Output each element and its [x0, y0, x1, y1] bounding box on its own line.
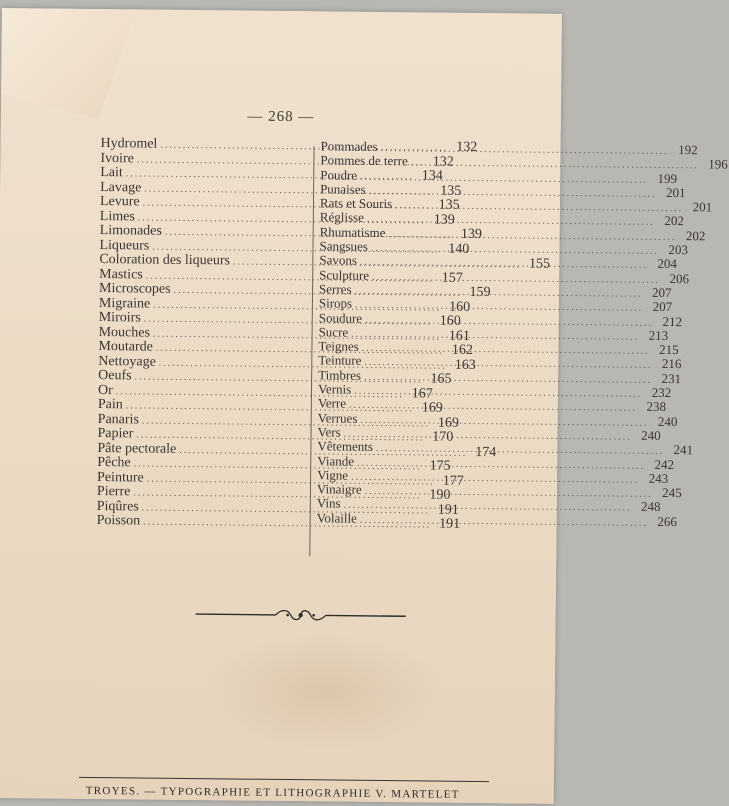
index-page-number: 243 — [648, 470, 669, 486]
index-term: Sculpture — [319, 267, 370, 283]
index-term: Hydromel — [100, 136, 158, 152]
index-page-number: 204 — [657, 256, 677, 272]
index-page-number: 190 — [429, 487, 451, 503]
index-page-number: 165 — [430, 371, 452, 387]
folded-corner — [1, 8, 137, 119]
printer-imprint: TROYES. — TYPOGRAPHIE ET LITHOGRAPHIE V. MARTELET — [85, 784, 460, 801]
index-page-number: 240 — [657, 413, 678, 429]
index-term: Pain — [97, 397, 123, 413]
index-page-number: 196 — [708, 156, 728, 172]
index-page-number: 216 — [661, 356, 682, 372]
book-page — [0, 8, 728, 804]
index-term: Nettoyage — [98, 353, 156, 370]
index-page-number: 207 — [651, 284, 672, 300]
index-page-number: 206 — [669, 270, 690, 286]
index-page-number: 202 — [664, 213, 684, 229]
index-page-number: 163 — [454, 357, 476, 373]
index-term: Oeufs — [98, 368, 132, 384]
index-page-number: 140 — [448, 241, 470, 257]
index-term: Vêtements — [317, 438, 374, 455]
index-page-number: 132 — [432, 154, 454, 170]
index-term: Teinture — [318, 352, 362, 369]
index-term: Lait — [100, 165, 123, 181]
index-page-number: 157 — [441, 270, 463, 286]
index-page-number: 161 — [448, 328, 470, 344]
index-page-number: 199 — [657, 170, 678, 186]
index-page-number: 160 — [439, 313, 461, 329]
index-page-number: 245 — [662, 485, 682, 501]
index-term: Punaises — [320, 181, 366, 197]
index-page-number: 167 — [411, 385, 433, 402]
index-page-number: 135 — [440, 183, 462, 199]
index-page-number: 155 — [528, 256, 551, 272]
index-term: Liqueurs — [99, 237, 150, 254]
index-term: Poisson — [96, 513, 141, 529]
index-page-number: 191 — [439, 516, 461, 532]
index-term: Sangsues — [319, 238, 368, 254]
index-page-number: 169 — [421, 400, 443, 416]
index-term: Papier — [97, 426, 134, 442]
index-page-number: 177 — [442, 473, 464, 489]
index-term: Sirops — [318, 295, 353, 311]
index-term: Viande — [317, 452, 355, 469]
index-term: Coloration des liqueurs — [99, 252, 231, 269]
index-page-number: 231 — [661, 370, 682, 386]
index-page-number: 139 — [460, 226, 482, 243]
index-term: Volaille — [316, 510, 357, 526]
index-term: Savons — [319, 252, 358, 269]
index-term: Timbres — [318, 367, 362, 383]
index-page-number: 192 — [678, 142, 698, 158]
index-term: Sucre — [318, 324, 349, 340]
index-page-number: 132 — [456, 139, 478, 155]
index-page-number: 201 — [692, 199, 713, 215]
index-term: Miroirs — [98, 310, 141, 326]
index-page-number: 135 — [438, 197, 460, 213]
index-term: Mastics — [99, 266, 143, 282]
index-term: Verre — [317, 395, 347, 411]
index-term: Pommes de terre — [320, 152, 408, 169]
index-page-number: 134 — [421, 168, 443, 184]
index-page-number: 213 — [648, 327, 669, 343]
index-term: Vinaigre — [316, 481, 362, 497]
index-page-number: 240 — [641, 427, 661, 443]
index-page-number: 202 — [685, 227, 706, 244]
index-term: Vers — [317, 424, 341, 440]
index-term: Moutarde — [98, 339, 153, 355]
index-page-number: 162 — [451, 342, 473, 358]
paper-stain — [204, 630, 445, 753]
index-term: Piqûres — [96, 498, 139, 514]
index-term: Pâte pectorale — [97, 440, 177, 457]
index-page-number: 191 — [437, 502, 459, 518]
index-page-number: 169 — [437, 415, 459, 431]
index-page-number: 248 — [641, 499, 661, 515]
index-term: Vernis — [317, 381, 352, 397]
index-term: Migraine — [98, 295, 151, 312]
index-term: Soudure — [318, 309, 363, 326]
index-term: Teignes — [318, 338, 359, 354]
index-page-number: 175 — [429, 458, 451, 474]
index-term: Pêche — [97, 455, 131, 471]
index-page-number: 207 — [652, 299, 673, 315]
index-page-number: 266 — [657, 513, 677, 529]
index-page-number: 203 — [668, 242, 688, 258]
index-term: Vigne — [317, 467, 349, 483]
index-term: Rats et Souris — [319, 195, 393, 212]
index-page-number: 238 — [646, 399, 667, 415]
index-page-number: 215 — [659, 342, 679, 358]
index-page-number: 139 — [433, 212, 455, 228]
index-page-number: 159 — [469, 284, 491, 301]
index-page-number: 232 — [651, 384, 672, 401]
index-term: Vins — [316, 495, 341, 511]
index-page-number: 242 — [654, 456, 675, 472]
index-term: Ivoire — [100, 150, 134, 166]
dot-leader — [360, 513, 648, 530]
index-term: Limonades — [99, 223, 162, 239]
index-term: Serres — [318, 281, 352, 297]
ornament-divider — [196, 606, 406, 624]
index-page-number: 170 — [432, 429, 454, 445]
index-term: Rhumatisme — [319, 224, 386, 240]
index-term: Pommades — [320, 138, 378, 154]
index-term: Poudre — [320, 166, 358, 183]
index-term: Pierre — [96, 484, 131, 500]
index-page-number: 160 — [449, 299, 471, 315]
index-term: Or — [97, 382, 113, 398]
index-page-number: 241 — [673, 442, 694, 458]
index-term: Réglisse — [319, 209, 364, 226]
footer-rule — [79, 777, 489, 782]
index-page-number: 212 — [662, 313, 683, 329]
index-term: Microscopes — [98, 281, 171, 297]
index-term: Panaris — [97, 411, 139, 427]
index-page-number: 174 — [475, 444, 497, 460]
index-term: Mouches — [98, 324, 151, 341]
index-term: Limes — [99, 208, 135, 224]
index-term: Verrues — [317, 409, 358, 426]
page-number: — 268 — — [247, 108, 315, 126]
index-term: Levure — [99, 194, 140, 210]
index-term: Peinture — [97, 469, 144, 486]
index-page-number: 201 — [666, 184, 686, 201]
index-term: Lavage — [100, 179, 142, 195]
